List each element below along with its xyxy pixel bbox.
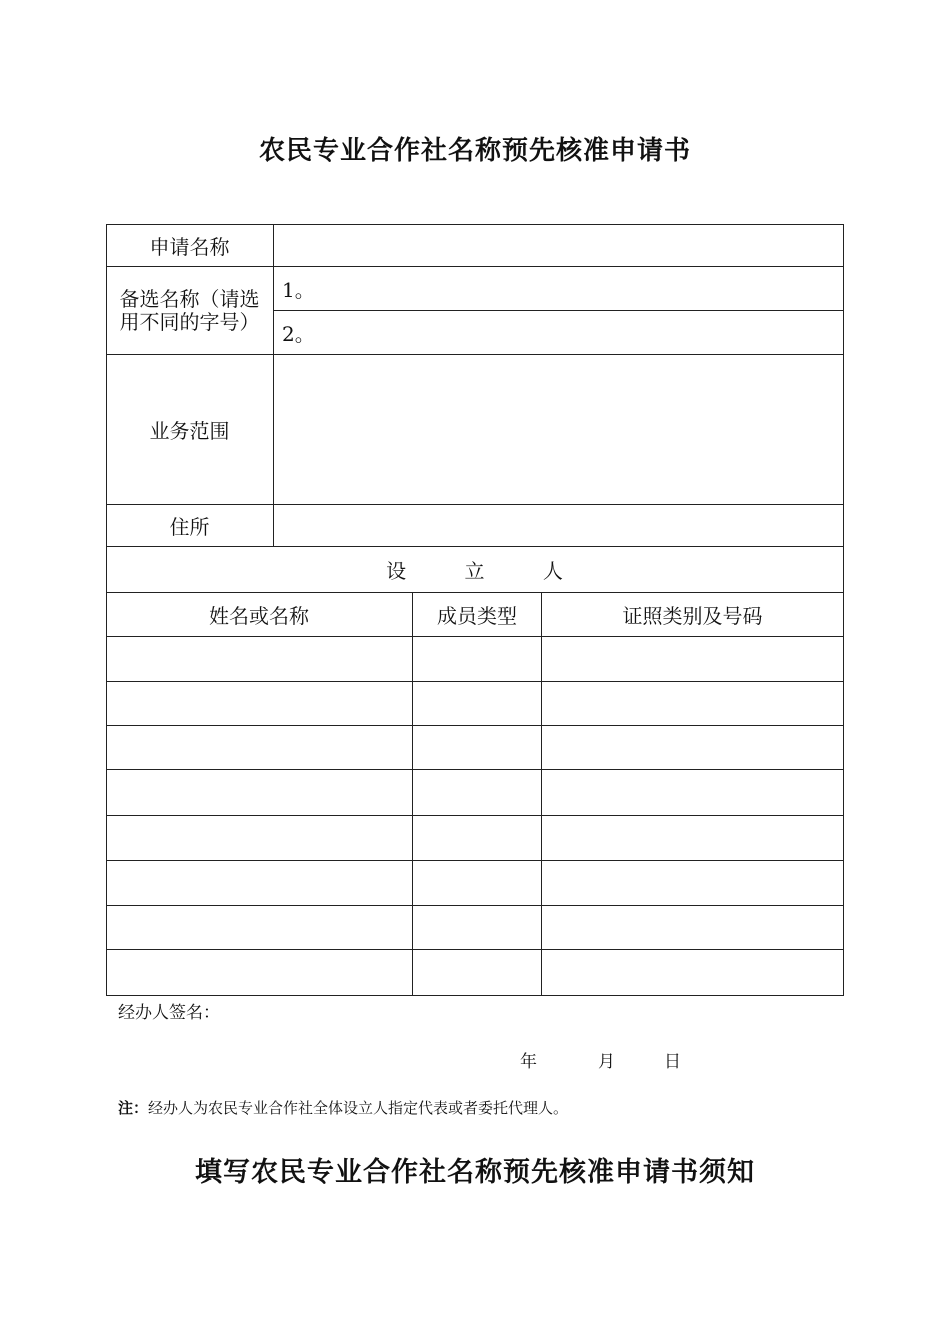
- founder-name-cell[interactable]: [106, 950, 413, 996]
- column-header-id-number: 证照类别及号码: [542, 593, 844, 637]
- founder-id-cell[interactable]: [542, 861, 844, 906]
- signer-label: 经办人签名：: [118, 1003, 220, 1023]
- founder-name-cell[interactable]: [106, 770, 413, 816]
- address-field[interactable]: [274, 505, 844, 547]
- footnote-text: 经办人为农民专业合作社全体设立人指定代表或者委托代理人。: [148, 1099, 569, 1117]
- founder-name-cell[interactable]: [106, 637, 413, 682]
- founder-name-cell[interactable]: [106, 682, 413, 726]
- column-header-member-type: 成员类型: [413, 593, 542, 637]
- founder-name-cell[interactable]: [106, 861, 413, 906]
- page-title: 农民专业合作社名称预先核准申请书: [258, 136, 691, 166]
- founder-type-cell[interactable]: [413, 770, 542, 816]
- alt-name-2-field[interactable]: 2。: [274, 311, 844, 355]
- founder-type-cell[interactable]: [413, 950, 542, 996]
- address-label: 住所: [106, 505, 274, 547]
- founder-type-cell[interactable]: [413, 637, 542, 682]
- apply-name-field[interactable]: [274, 224, 844, 267]
- founder-type-cell[interactable]: [413, 682, 542, 726]
- founder-id-cell[interactable]: [542, 816, 844, 861]
- column-header-name: 姓名或名称: [106, 593, 413, 637]
- business-scope-field[interactable]: [274, 355, 844, 505]
- founder-type-cell[interactable]: [413, 726, 542, 770]
- footnote: [118, 1097, 568, 1118]
- alt-name-label: 备选名称（请选用不同的字号）: [106, 267, 274, 355]
- founder-name-cell[interactable]: [106, 906, 413, 950]
- founder-type-cell[interactable]: [413, 816, 542, 861]
- founder-name-cell[interactable]: [106, 726, 413, 770]
- founder-name-cell[interactable]: [106, 816, 413, 861]
- date-year-label: 年: [520, 1052, 537, 1072]
- founder-id-cell[interactable]: [542, 726, 844, 770]
- founders-header-text: 设 立 人: [386, 559, 589, 583]
- apply-name-label: 申请名称: [106, 224, 274, 267]
- date-month-label: 月: [598, 1052, 615, 1072]
- founder-type-cell[interactable]: [413, 906, 542, 950]
- founder-id-cell[interactable]: [542, 637, 844, 682]
- founder-id-cell[interactable]: [542, 950, 844, 996]
- instructions-title: 填写农民专业合作社名称预先核准申请书须知: [195, 1157, 755, 1188]
- footnote-prefix: 注：: [118, 1099, 149, 1117]
- founder-id-cell[interactable]: [542, 682, 844, 726]
- alt-name-1-field[interactable]: 1。: [274, 267, 844, 311]
- date-day-label: 日: [664, 1052, 681, 1072]
- founder-type-cell[interactable]: [413, 861, 542, 906]
- founders-header: [106, 547, 844, 593]
- founder-id-cell[interactable]: [542, 770, 844, 816]
- founder-id-cell[interactable]: [542, 906, 844, 950]
- business-scope-label: 业务范围: [106, 355, 274, 505]
